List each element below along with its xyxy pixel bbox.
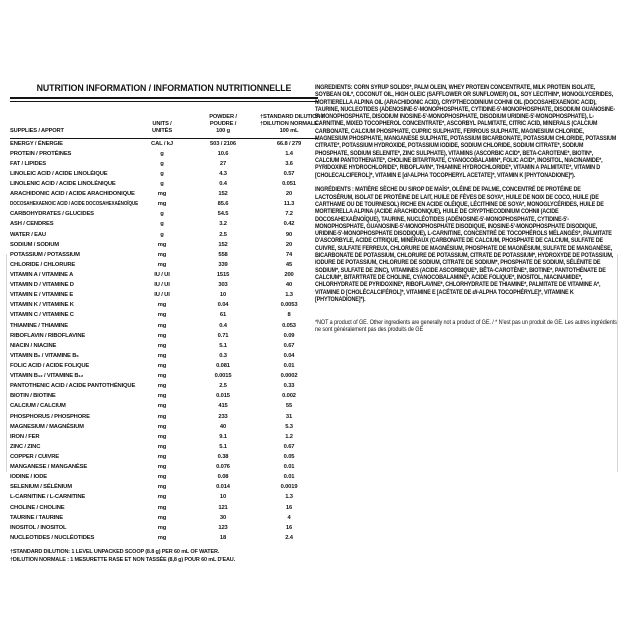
row-units: mg [157,352,167,359]
table-row [10,341,318,351]
row-units: mg [157,322,167,329]
ingredients-french: INGRÉDIENTS : MATIÈRE SÈCHE DU SIROP DE MAÏS*, OLÉINE DE PALME, CONCENTRÉ DE PROTÉINE DE LACTOSÉRUM, ISOLAT DE PROTÉINE DE LAIT, HUILE DE FÈVES DE SOYA*, HUILE DE NOIX DE COCO, HUILE (DE CARTHAME OU DE TOURNESOL) RICHE EN ACIDE OLÉIQUE, LÉCITHINE DE SOYA*, MONOGLYCÉRIDES, HUILE DE MORTIERELLA ALPINA (ACIDE ARACHIDONIQUE), HUILE DE CRYPTHECODINIUM COHNII (ACIDE DOCOSAHEXAÉNOÏQUE), TAURINE, NUCLÉOTIDES (ADÉNOSINE-5'-MONOPHOSPHATE, CYTIDINE-5'-MONOPHOSPHATE, GUANOSINE-5'-MONOPHOSPHATE DISODIQUE, INOSINE-5'-MONOPHOSPHATE DISODIQUE, URIDINE-5'-MONOPHOSPHATE DISODIQUE), L-CARNITINE, CONCENTRÉ DE TOCOPHÉROLS MÉLANGÉS*, PALMITATE D'ASCORBYLE, ACIDE CITRIQUE, MINÉRAUX (CARBONATE DE CALCIUM, PHOSPHATE DE CALCIUM, SULFATE DE CUIVRE, SULFATE FERREUX, CHLORURE DE MAGNÉSIUM, PHOSPHATE DE MAGNÉSIUM, SULFATE DE MANGANÈSE, BICARBONATE DE POTASSIUM, CHLORURE DE POTASSIUM, CITRATE DE POTASSIUM*, HYDROXYDE DE POTASSIUM, IODURE DE POTASSIUM, CHLORURE DE SODIUM, CITRATE DE SODIUM*, PHOSPHATE DE SODIUM, SÉLÉNITE DE SODIUM*, SULFATE DE ZINC), VITAMINES (ACIDE ASCORBIQUE*, BÊTA-CAROTÈNE*, BIOTINE*, PANTOTHÉNATE DE CALCIUM*, BITARTRATE DE CHOLINE, CYANOCOBALAMINE*, ACIDE FOLIQUE*, INOSITOL, NIACINAMIDE*, CHLORHYDRATE DE PYRIDOXINE*, RIBOFLAVINE*, CHLORHYDRATE DE THIAMINE*, PALMITATE DE VITAMINE A*, VITAMINE D [CHOLÉCALCIFÉROL]*, VITAMINE E [ACÉTATE DE dl-ALPHA TOCOPHÉRYLE]*, VITAMINE K [PHYTONADIONE]*). [315,186,614,303]
row-label: LINOLEIC ACID / ACIDE LINOLÉIQUE [10,170,108,177]
row-powder: 0.3 [219,352,227,359]
row-dilution: 7.2 [285,211,293,218]
row-label: TAURINE / TAURINE [10,514,63,521]
row-label: LINOLENIC ACID / ACIDE LINOLÉNIQUE [10,181,116,188]
row-units: mg [157,433,167,440]
row-units: mg [157,504,167,511]
row-dilution: 16 [285,524,293,531]
row-dilution: 0.051 [282,181,296,188]
table-row [10,412,318,422]
row-dilution: 0.0002 [280,373,298,380]
row-label: VITAMIN B₁₂ / VITAMINE B₁₂ [10,373,84,380]
row-powder: 0.71 [217,332,229,339]
row-label: L-CARNITINE / L-CARNITINE [10,494,86,501]
row-label: ARACHIDONIC ACID / ACIDE ARACHIDONIQUE [10,191,135,198]
table-row [10,513,318,523]
row-label: CARBOHYDRATES / GLUCIDES [10,211,94,218]
row-units: g [160,150,164,157]
row-powder: 0.0015 [214,373,232,380]
row-label: THIAMINE / THIAMINE [10,322,69,329]
row-dilution: 3.6 [285,160,293,167]
row-label: RIBOFLAVIN / RIBOFLAVINE [10,332,86,339]
table-row [10,290,318,300]
row-powder: 4.3 [219,170,227,177]
row-powder: 5.1 [219,443,227,450]
row-powder: 558 [218,251,228,258]
row-units: g [160,170,164,177]
table-row [10,300,318,310]
row-powder: 0.04 [217,302,229,309]
row-powder: 10 [219,494,227,501]
row-powder: 2.5 [219,231,227,238]
row-dilution: 55 [285,403,293,410]
row-label: VITAMIN A / VITAMINE A [10,272,74,279]
table-row [10,482,318,492]
row-label: SODIUM / SODIUM [10,241,59,248]
row-label: ASH / CENDRES [10,221,54,228]
row-powder: 0.081 [216,363,230,369]
row-powder: 152 [218,191,228,198]
row-units: mg [157,312,167,319]
row-units: mg [157,261,167,268]
nutrition-table [10,83,324,564]
row-label: CHOLINE / CHOLINE [10,504,65,511]
row-powder: 503 / 2106 [210,140,236,147]
row-dilution: 0.05 [283,453,295,460]
right-die-cut-mark [617,254,618,472]
row-units: g [160,160,164,167]
row-units: mg [157,332,167,339]
row-powder: 9.1 [219,433,227,440]
table-row [10,189,318,199]
row-label: IODINE / IODE [10,474,48,481]
row-dilution: 0.0019 [280,484,298,491]
row-label: ZINC / ZINC [10,443,41,450]
row-powder: 303 [218,282,228,289]
nutrition-table-title: NUTRITION INFORMATION / INFORMATION NUTRITIONNELLE [36,83,292,93]
row-powder: 152 [218,241,228,248]
row-label: MAGNESIUM / MAGNÉSIUM [10,423,84,430]
row-powder: 0.014 [216,484,230,491]
row-units: mg [157,302,167,309]
row-units: mg [157,383,167,390]
row-label: DOCOSAHEXAENOIC ACID / ACIDE DOCOSAHEXAÉNOÏQUE [10,201,139,208]
table-header-row [10,102,324,137]
row-label: VITAMIN K / VITAMINE K [10,302,74,309]
row-dilution: 11.3 [283,201,295,208]
table-row [10,452,318,462]
table-row [10,250,318,260]
table-row [10,503,318,513]
table-row [10,351,318,361]
row-powder: 0.015 [216,393,230,400]
row-dilution: 0.01 [283,363,295,369]
row-units: mg [157,443,167,450]
ingredients-english: INGREDIENTS: CORN SYRUP SOLIDS*, PALM OLEIN, WHEY PROTEIN CONCENTRATE, MILK PROTEIN ISOLATE, SOYBEAN OIL*, COCONUT OIL, HIGH OLEIC (SAFFLOWER OR SUNFLOWER) OIL, SOY LECITHIN*, MONOGLYCERIDES, MORTIERELLA ALPINA OIL (ARACHIDONIC ACID), CRYPTHECODINIUM COHNII OIL (DOCOSAHEXAENOIC ACID), TAURINE, NUCLEOTIDES (ADENOSINE-5'-MONOPHOSPHATE, CYTIDINE-5'-MONOPHOSPHATE, DISODIUM GUANOSINE-5'-MONOPHOSPHATE, DISODIUM INOSINE-5'-MONOPHOSPHATE, DISODIUM URIDINE-5'-MONOPHOSPHATE), L-CARNITINE, MIXED TOCOPHEROL CONCENTRATE*, ASCORBYL PALMITATE, CITRIC ACID, MINERALS (CALCIUM CARBONATE, CALCIUM PHOSPHATE, CUPRIC SULPHATE, FERROUS SULPHATE, MAGNESIUM CHLORIDE, MAGNESIUM PHOSPHATE, MANGANESE SULPHATE, POTASSIUM BICARBONATE, POTASSIUM CHLORIDE, POTASSIUM CITRATE*, POTASSIUM HYDROXIDE, POTASSIUM IODIDE, SODIUM CHLORIDE, SODIUM CITRATE*, SODIUM PHOSPHATE, SODIUM SELENITE*, ZINC SULPHATE), VITAMINS (ASCORBIC ACID*, BETA-CAROTENE*, BIOTIN*, CALCIUM PANTOTHENATE*, CHOLINE BITARTRATE, CYANOCOBALAMIN*, FOLIC ACID*, INOSITOL, NIACINAMIDE*, PYRIDOXINE HYDROCHLORIDE*, RIBOFLAVIN*, THIAMINE HYDROCHLORIDE*, VITAMIN A PALMITATE*, VITAMIN D [CHOLECALCIFEROL]*, VITAMIN E [dl-ALPHA TOCOPHERYL ACETATE]*, VITAMIN K [PHYTONADIONE]*). [315,84,617,179]
row-powder: 415 [218,403,228,410]
row-dilution: 40 [285,282,293,289]
row-units: mg [157,201,167,208]
row-dilution: 0.09 [283,332,295,339]
ge-footnote: *NOT a product of GE. Other ingredients are generally not a product of GE. / * N'est pas un produit de GE. Les autres ingrédients ne sont généralement pas des produits de GE [315,319,617,334]
row-dilution: 8 [287,312,291,319]
row-powder: 0.38 [217,453,229,460]
row-units: mg [157,413,167,420]
row-label: NUCLEOTIDES / NUCLÉOTIDES [10,534,95,541]
row-powder: 233 [218,413,228,420]
table-row [10,240,318,250]
table-row [10,331,318,341]
row-powder: 61 [219,312,227,319]
table-row [10,401,318,411]
row-dilution: 4 [287,514,291,521]
table-row [10,432,318,442]
table-row [10,230,318,240]
row-label: VITAMIN C / VITAMINE C [10,312,74,319]
row-units: g [160,221,164,228]
column-header-units: UNITS / UNITÉS [152,120,172,134]
table-row [10,492,318,502]
row-dilution: 0.67 [283,443,295,450]
row-powder: 10.6 [217,150,229,157]
row-label: VITAMIN D / VITAMINE D [10,282,74,289]
row-label: NIACIN / NIACINE [10,342,57,349]
row-powder: 121 [218,504,228,511]
row-powder: 123 [218,524,228,531]
row-label: SELENIUM / SÉLÉNIUM [10,484,72,491]
row-powder: 0.076 [216,464,230,471]
row-powder: 3.2 [219,221,227,228]
row-units: IU / UI [154,282,170,289]
table-row [10,199,318,209]
table-row [10,472,318,482]
table-row [10,179,318,189]
row-units: mg [157,373,167,380]
table-row [10,280,318,290]
row-units: mg [157,393,167,400]
row-powder: 339 [218,261,228,268]
row-units: mg [157,494,167,501]
row-dilution: 1.4 [285,150,293,157]
left-die-cut-mark [6,254,7,472]
dilution-footnotes [10,549,318,564]
row-units: mg [157,524,167,531]
row-units: mg [157,403,167,410]
ingredients-section [315,84,617,341]
row-dilution: 2.4 [285,534,293,541]
table-row [10,149,318,159]
row-label: IRON / FER [10,433,40,440]
row-powder: 54.5 [217,211,229,218]
table-row [10,260,318,270]
column-header-supplies: SUPPLIES / APPORT [10,127,64,134]
row-dilution: 1.2 [285,433,293,440]
row-label: WATER / EAU [10,231,46,238]
table-row [10,321,318,331]
row-label: POTASSIUM / POTASSIUM [10,251,80,258]
row-label: VITAMIN B₆ / VITAMINE B₆ [10,352,79,359]
table-row [10,523,318,533]
table-row [10,381,318,391]
row-powder: 18 [219,534,227,541]
row-label: PHOSPHORUS / PHOSPHORE [10,413,90,420]
row-units: g [160,181,164,188]
row-dilution: 74 [285,251,293,258]
row-label: CALCIUM / CALCIUM [10,403,66,410]
row-powder: 0.08 [217,474,229,481]
column-header-powder: POWDER / POUDRE / 100 g [209,113,237,134]
footnote-standard-dilution: †STANDARD DILUTION: 1 LEVEL UNPACKED SCOOP (8.8 g) PER 60 mL OF WATER. [10,548,220,555]
row-units: mg [157,191,167,198]
row-dilution: 0.01 [283,464,295,471]
table-row [10,361,318,371]
table-row [10,219,318,229]
row-units: g [160,231,164,238]
row-label: PANTOTHENIC ACID / ACIDE PANTOTHÉNIQUE [10,383,136,390]
row-dilution: 0.002 [282,393,296,400]
row-dilution: 0.57 [283,170,295,177]
table-row [10,169,318,179]
table-row [10,209,318,219]
row-units: mg [157,534,167,541]
table-row [10,270,318,280]
row-units: CAL / kJ [151,140,173,147]
table-row [10,533,318,543]
row-label: VITAMIN E / VITAMINE E [10,292,74,299]
row-label: CHLORIDE / CHLORURE [10,261,76,268]
table-row [10,422,318,432]
row-label: FAT / LIPIDES [10,160,46,167]
row-powder: 40 [219,423,227,430]
row-label: PROTEIN / PROTÉINES [10,150,72,157]
row-units: IU / UI [154,272,170,279]
table-row [10,391,318,401]
column-header-standard-dilution: †STANDARD DILUTION / †DILUTION NORMALE / 100 mL [260,113,324,134]
row-units: mg [157,514,167,521]
row-units: IU / UI [154,292,170,299]
row-powder: 10 [219,292,227,299]
row-powder: 1515 [216,272,230,279]
row-dilution: 0.053 [282,322,296,329]
row-dilution: 200 [284,272,294,279]
row-dilution: 16 [285,504,293,511]
table-row [10,462,318,472]
row-label: FOLIC ACID / ACIDE FOLIQUE [10,363,90,369]
row-units: mg [157,474,167,481]
row-dilution: 20 [285,241,293,248]
row-dilution: 20 [285,191,293,198]
row-powder: 85.6 [217,201,229,208]
row-powder: 0.4 [219,181,227,188]
row-units: mg [157,484,167,491]
row-dilution: 1.3 [285,292,293,299]
row-units: mg [157,363,167,369]
row-units: mg [157,241,167,248]
table-row [10,139,318,149]
row-label: MANGANESE / MANGANÈSE [10,464,88,471]
row-dilution: 0.67 [283,342,295,349]
row-dilution: 1.3 [285,494,293,501]
row-label: BIOTIN / BIOTINE [10,393,56,400]
row-units: mg [157,423,167,430]
table-row [10,310,318,320]
row-dilution: 0.01 [283,474,295,481]
row-units: mg [157,342,167,349]
row-units: mg [157,251,167,258]
row-dilution: 31 [285,413,293,420]
row-powder: 5.1 [219,342,227,349]
table-rows [10,139,318,543]
table-row [10,159,318,169]
row-dilution: 90 [285,231,293,238]
row-dilution: 0.0053 [280,302,298,309]
row-label: COPPER / CUIVRE [10,453,59,460]
table-row [10,442,318,452]
footnote-dilution-normale: †DILUTION NORMALE : 1 MESURETTE RASE ET NON TASSÉE (8,8 g) POUR 60 mL D'EAU. [10,556,236,563]
row-label: INOSITOL / INOSITOL [10,524,67,531]
row-label: ENERGY / ÉNERGIE [10,140,63,147]
row-powder: 0.4 [219,322,227,329]
row-units: mg [157,453,167,460]
row-dilution: 0.42 [283,221,295,228]
row-dilution: 45 [285,261,293,268]
row-dilution: 66.8 / 279 [276,140,302,147]
table-row [10,371,318,381]
row-powder: 2.5 [219,383,227,390]
row-powder: 30 [219,514,227,521]
row-dilution: 0.33 [283,383,295,390]
row-dilution: 5.3 [285,423,293,430]
row-units: g [160,211,164,218]
row-dilution: 0.04 [283,352,295,359]
row-units: mg [157,464,167,471]
row-powder: 27 [219,160,227,167]
